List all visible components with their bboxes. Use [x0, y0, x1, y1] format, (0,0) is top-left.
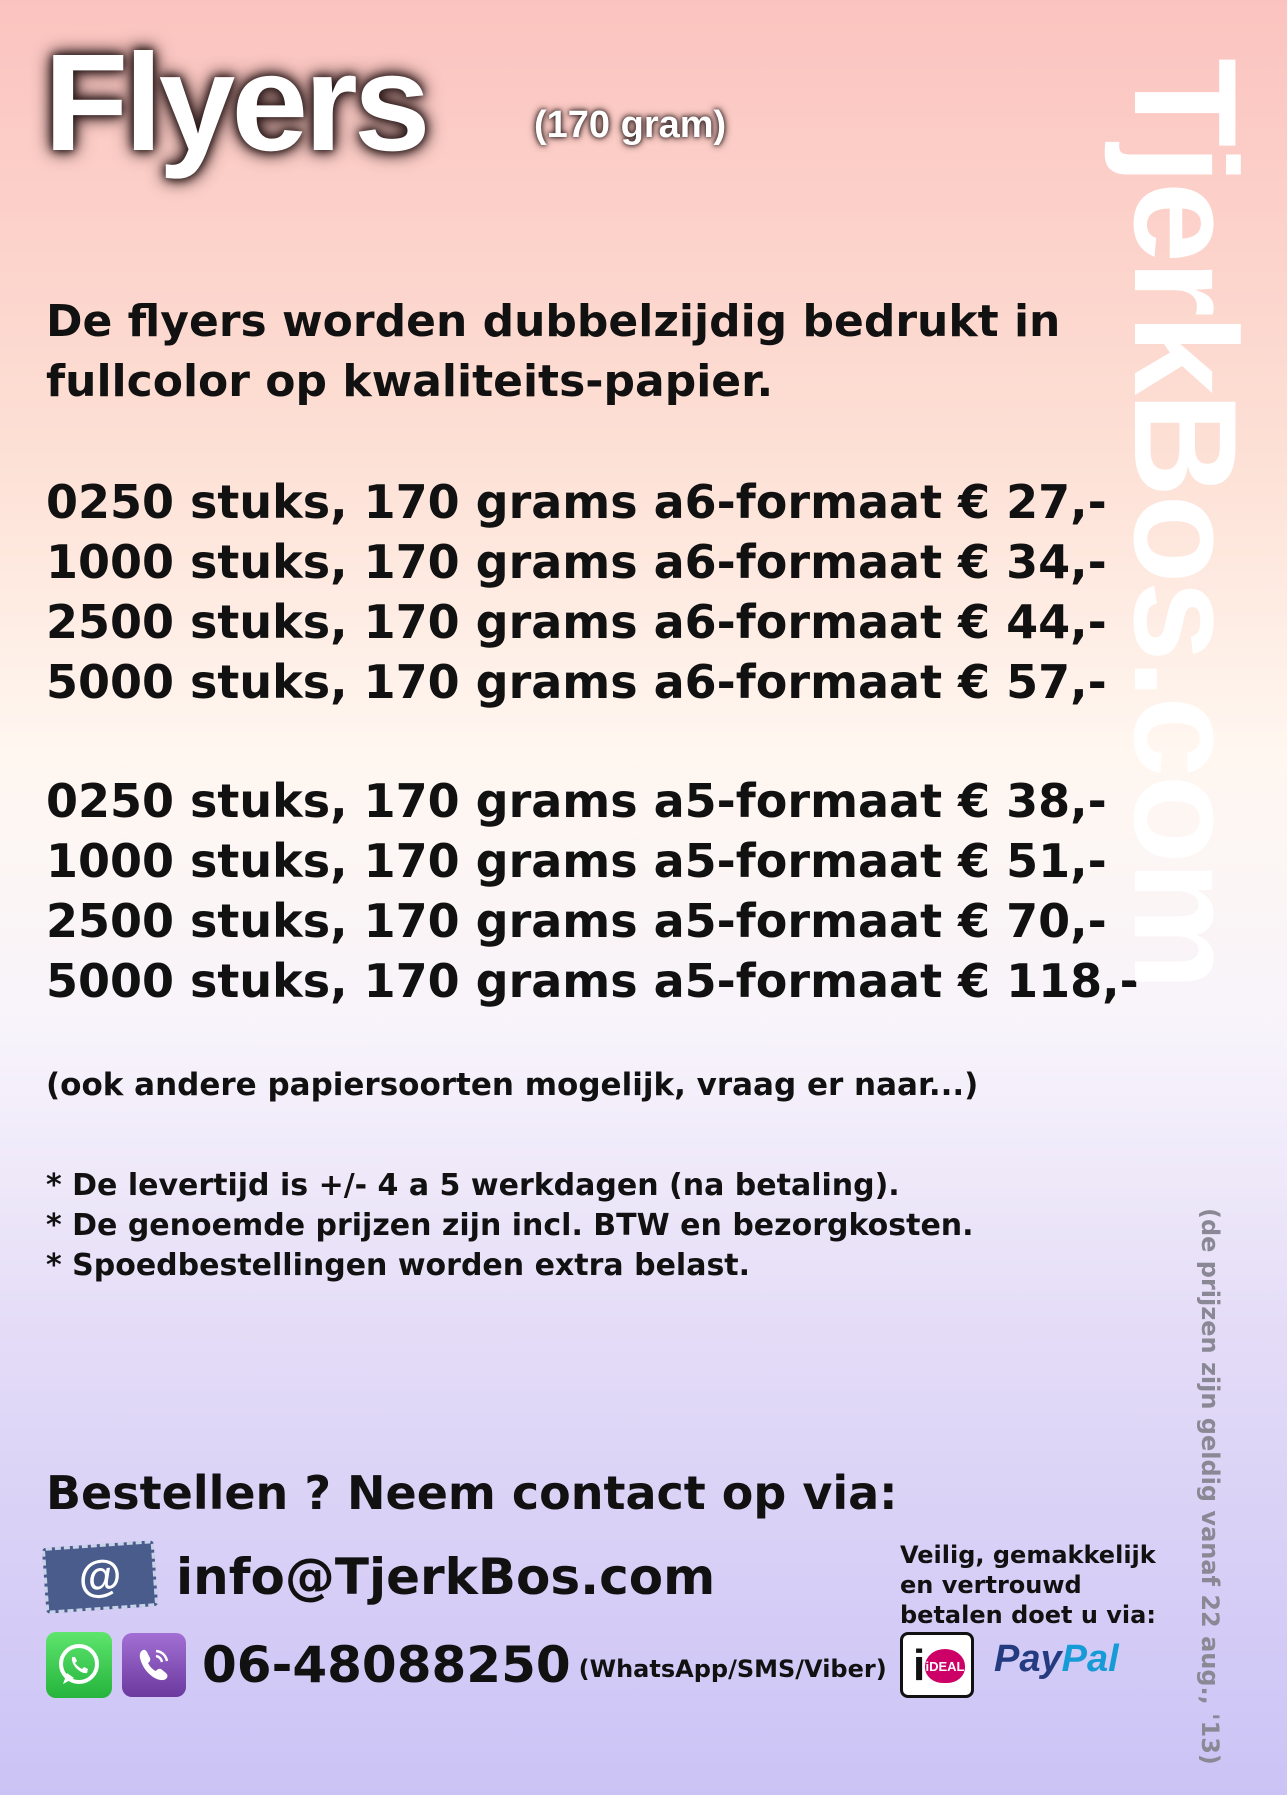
paypal-pal: Pal [1061, 1638, 1119, 1680]
price-line: 2500 stuks, 170 grams a6-formaat € 44,- [46, 595, 1107, 649]
email-contact [44, 1544, 715, 1610]
phone-apps-note: (WhatsApp/SMS/Viber) [578, 1655, 887, 1683]
payment-text: Veilig, gemakkelijk en vertrouwd betalen doet u via: [900, 1541, 1156, 1629]
email-stamp-icon: @ [42, 1540, 158, 1614]
whatsapp-icon [46, 1632, 112, 1698]
terms-item: * De genoemde prijzen zijn incl. BTW en bezorgkosten. [46, 1208, 974, 1243]
phone-contact [46, 1632, 887, 1698]
price-line: 2500 stuks, 170 grams a5-formaat € 70,- [46, 894, 1107, 948]
price-validity: (de prijzen zijn geldig vanaf 22 aug., '13) [1196, 1208, 1224, 1765]
price-line: 0250 stuks, 170 grams a6-formaat € 27,- [46, 475, 1107, 529]
viber-icon [122, 1633, 186, 1697]
email-link[interactable]: info@TjerkBos.com [176, 1548, 716, 1606]
ideal-label: iDEAL [925, 1649, 965, 1683]
terms-list [46, 1166, 974, 1286]
page-title: Flyers [44, 26, 427, 180]
order-heading: Bestellen ? Neem contact op via: [46, 1466, 898, 1520]
brand-vertical: TjerkBos.com [1104, 58, 1267, 988]
intro-text: De flyers worden dubbelzijdig bedrukt in fullcolor op kwaliteits-papier. [46, 296, 1061, 407]
paypal-pay: Pay [994, 1638, 1062, 1680]
page-subtitle: (170 gram) [534, 104, 727, 146]
price-line: 1000 stuks, 170 grams a6-formaat € 34,- [46, 535, 1107, 589]
paper-note: (ook andere papiersoorten mogelijk, vraag er naar...) [46, 1067, 979, 1103]
paypal-logo [994, 1638, 1119, 1681]
ideal-i-glyph: i [913, 1641, 926, 1690]
price-list-a5 [46, 771, 1139, 1011]
ideal-logo [900, 1632, 974, 1698]
terms-item: * Spoedbestellingen worden extra belast. [46, 1248, 751, 1283]
terms-item: * De levertijd is +/- 4 a 5 werkdagen (na betaling). [46, 1168, 900, 1203]
price-line: 5000 stuks, 170 grams a6-formaat € 57,- [46, 655, 1107, 709]
price-line: 1000 stuks, 170 grams a5-formaat € 51,- [46, 834, 1107, 888]
price-line: 5000 stuks, 170 grams a5-formaat € 118,- [46, 954, 1139, 1008]
price-line: 0250 stuks, 170 grams a5-formaat € 38,- [46, 774, 1107, 828]
phone-number[interactable]: 06-48088250 [202, 1636, 571, 1694]
price-list-a6 [46, 472, 1107, 712]
